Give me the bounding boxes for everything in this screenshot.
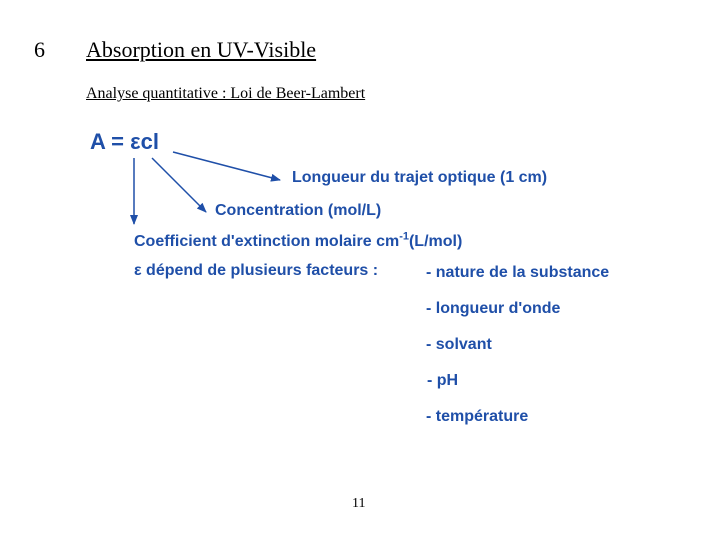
arrow-to-concentration: [152, 158, 206, 212]
slide-title: Absorption en UV-Visible: [86, 37, 317, 62]
slide-number: 6: [34, 37, 45, 62]
factor-item: - longueur d'onde: [426, 300, 561, 317]
factor-item: - nature de la substance: [426, 264, 610, 281]
dependence-label: ε dépend de plusieurs facteurs :: [134, 262, 379, 279]
coefficient-label-unit: (L/mol): [408, 233, 463, 250]
arrow-to-length: [173, 152, 280, 180]
coefficient-label-exponent: -1: [399, 230, 409, 243]
concentration-label: Concentration (mol/L): [215, 202, 382, 219]
factor-item: - solvant: [426, 336, 492, 353]
beer-lambert-formula: A = εcl: [90, 129, 159, 154]
extinction-coefficient-label: [134, 230, 463, 251]
coefficient-label-main: Coefficient d'extinction molaire cm: [134, 233, 400, 250]
factor-item: - pH: [427, 372, 459, 389]
slide-subtitle: Analyse quantitative : Loi de Beer-Lambert: [86, 85, 366, 102]
page-number: 11: [352, 496, 366, 511]
optical-path-label: Longueur du trajet optique (1 cm): [292, 169, 548, 186]
factor-item: - température: [426, 408, 529, 425]
